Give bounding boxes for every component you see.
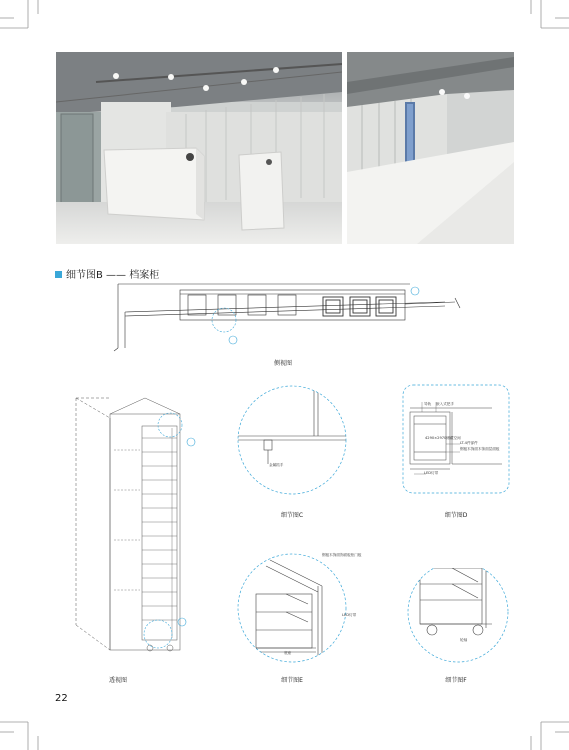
note-d-r2: 钢板木饰面木饰面层面板 (460, 447, 500, 451)
detail-c-drawing (236, 384, 348, 496)
note-e-bottom: 底座 (284, 651, 292, 655)
page-number: 22 (55, 693, 68, 704)
note-d-top2: 嵌入式把手 (436, 402, 454, 406)
caption-detail-c: 细节图C (280, 512, 304, 519)
caption-detail-d: 细节图D (444, 512, 468, 519)
detail-e-drawing (236, 546, 348, 664)
perspective-drawing (70, 390, 200, 660)
note-d-top: 导轨 (424, 402, 432, 406)
caption-detail-f: 细节图F (445, 677, 467, 684)
photo-cabinets (347, 52, 514, 244)
photo-reception (56, 52, 342, 244)
title-square-icon (55, 271, 62, 278)
caption-perspective: 透视图 (108, 677, 128, 684)
note-e-led: LED灯带 (342, 613, 357, 617)
section-title (55, 266, 159, 281)
note-e-top: 钢板木饰面饰面板柜门板 (322, 553, 362, 557)
side-view-drawing (110, 280, 475, 355)
note-d-size: 4290×2970储藏空间 (425, 436, 461, 440)
caption-side-view: 侧视图 (273, 360, 293, 367)
note-c-metal: 金属抓手 (269, 463, 284, 467)
note-f-wheel: 轮轴 (460, 638, 468, 642)
detail-f-drawing (402, 568, 514, 668)
section-title-text: 细节图B —— 档案柜 (66, 270, 160, 281)
note-d-led: LED灯带 (424, 471, 439, 475)
caption-detail-e: 细节图E (281, 677, 303, 684)
note-d-r1: LT-4件部件 (460, 441, 478, 445)
